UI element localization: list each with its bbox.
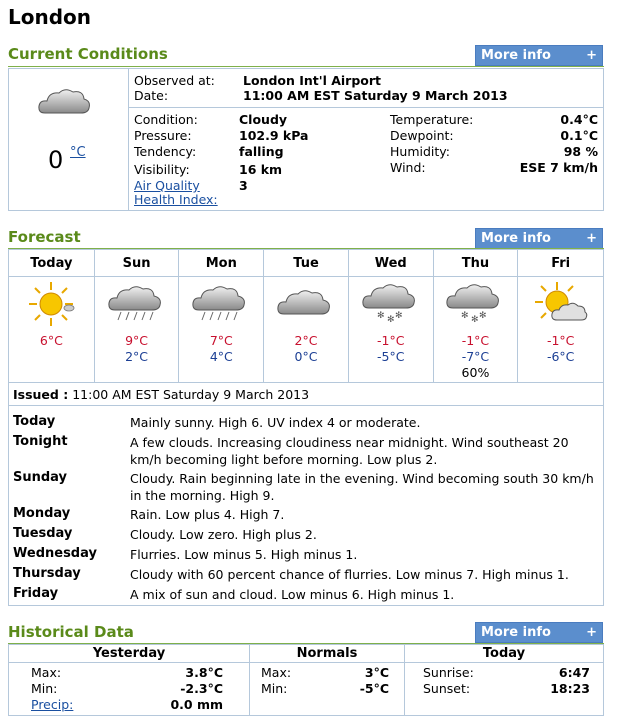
sunset-value: 18:23 — [550, 681, 590, 696]
plus-icon: + — [586, 231, 597, 246]
today-title: Today — [405, 645, 603, 663]
forecast-period: Wednesday — [13, 546, 97, 561]
forecast-low: -6°C — [546, 349, 575, 364]
pressure-value: 102.9 kPa — [239, 128, 309, 143]
yesterday-min-value: -2.3°C — [180, 681, 223, 696]
forecast-high: 9°C — [125, 333, 149, 348]
forecast-period: Friday — [13, 586, 59, 601]
date-label: Date: — [134, 88, 169, 103]
forecast-period: Today — [13, 414, 56, 429]
humidity-label: Humidity: — [390, 144, 450, 159]
cloud-icon — [37, 85, 91, 117]
normals-column — [250, 645, 405, 715]
historical-title: Historical Data — [8, 623, 134, 641]
forecast-pop: 60% — [461, 365, 490, 380]
visibility-value: 16 km — [239, 162, 283, 177]
issued-value: 11:00 AM EST Saturday 9 March 2013 — [72, 387, 310, 402]
forecast-day-name: Mon — [179, 250, 263, 277]
condition-label: Condition: — [134, 112, 198, 127]
forecast-low: 2°C — [125, 349, 149, 364]
humidity-value: 98 % — [563, 144, 598, 159]
forecast-day — [518, 250, 603, 382]
forecast-high: 7°C — [209, 333, 233, 348]
plus-icon: + — [586, 48, 597, 63]
cloud-icon — [276, 280, 336, 320]
forecast-period: Thursday — [13, 566, 81, 581]
svg-text:✻: ✻ — [461, 311, 469, 321]
precip-link[interactable]: Precip: — [31, 697, 74, 712]
tendency-label: Tendency: — [134, 144, 197, 159]
forecast-day-name: Thu — [434, 250, 518, 277]
forecast-high: -1°C — [377, 333, 405, 348]
forecast-day-name: Tue — [264, 250, 348, 277]
more-info-label: More info — [481, 48, 551, 63]
svg-text:✻: ✻ — [394, 311, 403, 321]
tendency-value: falling — [239, 144, 284, 159]
health-index-link[interactable]: Health Index: — [134, 192, 218, 207]
current-temperature: 0 — [48, 146, 64, 174]
forecast-high: -1°C — [546, 333, 575, 348]
forecast-high: 6°C — [39, 333, 63, 348]
observed-value: London Int'l Airport — [243, 73, 382, 88]
normals-min-value: -5°C — [359, 681, 389, 696]
forecast-day — [349, 250, 434, 382]
wind-value: ESE 7 km/h — [519, 160, 598, 175]
forecast-title: Forecast — [8, 228, 81, 246]
normals-max-value: 3°C — [364, 665, 389, 680]
wind-label: Wind: — [390, 160, 426, 175]
flurries-icon — [361, 280, 421, 326]
sun-icon — [25, 280, 77, 328]
forecast-day-name: Fri — [518, 250, 603, 277]
sunrise-label: Sunrise: — [423, 665, 474, 680]
issued-label: Issued : — [13, 387, 69, 402]
yesterday-max-label: Max: — [31, 665, 62, 680]
historical-table — [8, 644, 604, 716]
forecast-period: Sunday — [13, 470, 68, 485]
more-info-label: More info — [481, 231, 551, 246]
temperature-value: 0.4°C — [560, 112, 598, 127]
forecast-day — [264, 250, 349, 382]
svg-text:✻: ✻ — [479, 311, 487, 321]
condition-value: Cloudy — [239, 112, 288, 127]
forecast-high: -1°C — [461, 333, 490, 348]
forecast-period-text: Mainly sunny. High 6. UV index 4 or moderate. — [130, 415, 421, 430]
forecast-day-name: Sun — [95, 250, 179, 277]
forecast-period-text: A mix of sun and cloud. Low minus 6. High minus 1. — [130, 587, 455, 602]
current-more-info-button[interactable] — [475, 45, 603, 66]
air-quality-link[interactable]: Air Quality — [134, 178, 200, 193]
more-info-label: More info — [481, 625, 551, 640]
date-value: 11:00 AM EST Saturday 9 March 2013 — [243, 88, 508, 103]
forecast-low: -5°C — [377, 349, 405, 364]
forecast-period: Tonight — [13, 434, 68, 449]
forecast-day-name: Wed — [349, 250, 433, 277]
forecast-period-text: A few clouds. Increasing cloudiness near midnight. Wind southeast 20 km/h becoming light before morning. Low plus 2. — [130, 435, 569, 467]
forecast-low: -7°C — [461, 349, 490, 364]
forecast-period-text: Cloudy. Rain beginning late in the evening. Wind becoming south 30 km/h in the morning. High 9. — [130, 471, 594, 503]
rain-cloud-icon — [107, 280, 167, 324]
forecast-day — [9, 250, 95, 382]
temperature-label: Temperature: — [390, 112, 474, 127]
sunrise-value: 6:47 — [558, 665, 590, 680]
forecast-more-info-button[interactable] — [475, 228, 603, 249]
unit-toggle-link[interactable]: °C — [70, 145, 86, 160]
historical-more-info-button[interactable] — [475, 622, 603, 643]
forecast-period: Monday — [13, 506, 71, 521]
yesterday-title: Yesterday — [9, 645, 249, 663]
rain-cloud-icon — [191, 280, 251, 324]
city-title: London — [8, 5, 92, 29]
forecast-period-text: Cloudy. Low zero. High plus 2. — [130, 527, 317, 542]
forecast-period-text: Rain. Low plus 4. High 7. — [130, 507, 285, 522]
pressure-label: Pressure: — [134, 128, 192, 143]
visibility-label: Visibility: — [134, 162, 190, 177]
issued-row — [8, 382, 604, 406]
air-quality-value: 3 — [239, 178, 248, 193]
current-details — [128, 68, 604, 211]
today-column — [405, 645, 603, 715]
forecast-day — [179, 250, 264, 382]
yesterday-column — [9, 645, 250, 715]
yesterday-precip-value: 0.0 mm — [170, 697, 223, 712]
current-summary — [8, 68, 129, 211]
svg-text:✻: ✻ — [376, 311, 385, 321]
dewpoint-value: 0.1°C — [560, 128, 598, 143]
yesterday-min-label: Min: — [31, 681, 58, 696]
normals-min-label: Min: — [261, 681, 288, 696]
sun-cloud-icon — [533, 280, 589, 326]
plus-icon: + — [586, 625, 597, 640]
forecast-day-name: Today — [9, 250, 94, 277]
dewpoint-label: Dewpoint: — [390, 128, 454, 143]
forecast-text — [8, 405, 604, 606]
svg-text:✻: ✻ — [386, 315, 395, 325]
normals-max-label: Max: — [261, 665, 292, 680]
current-conditions-title: Current Conditions — [8, 45, 168, 63]
section-divider — [8, 66, 604, 67]
forecast-period-text: Flurries. Low minus 5. High minus 1. — [130, 547, 358, 562]
forecast-period-text: Cloudy with 60 percent chance of flurries. Low minus 7. High minus 1. — [130, 567, 569, 582]
details-divider — [129, 107, 603, 108]
forecast-high: 2°C — [294, 333, 318, 348]
forecast-day — [95, 250, 180, 382]
forecast-day — [434, 250, 519, 382]
svg-text:✻: ✻ — [471, 315, 479, 325]
forecast-grid — [8, 249, 604, 383]
forecast-period: Tuesday — [13, 526, 73, 541]
normals-title: Normals — [250, 645, 404, 663]
forecast-low: 0°C — [294, 349, 318, 364]
observed-label: Observed at: — [134, 73, 215, 88]
flurries-icon — [445, 280, 505, 326]
sunset-label: Sunset: — [423, 681, 471, 696]
yesterday-max-value: 3.8°C — [185, 665, 223, 680]
forecast-low: 4°C — [209, 349, 233, 364]
